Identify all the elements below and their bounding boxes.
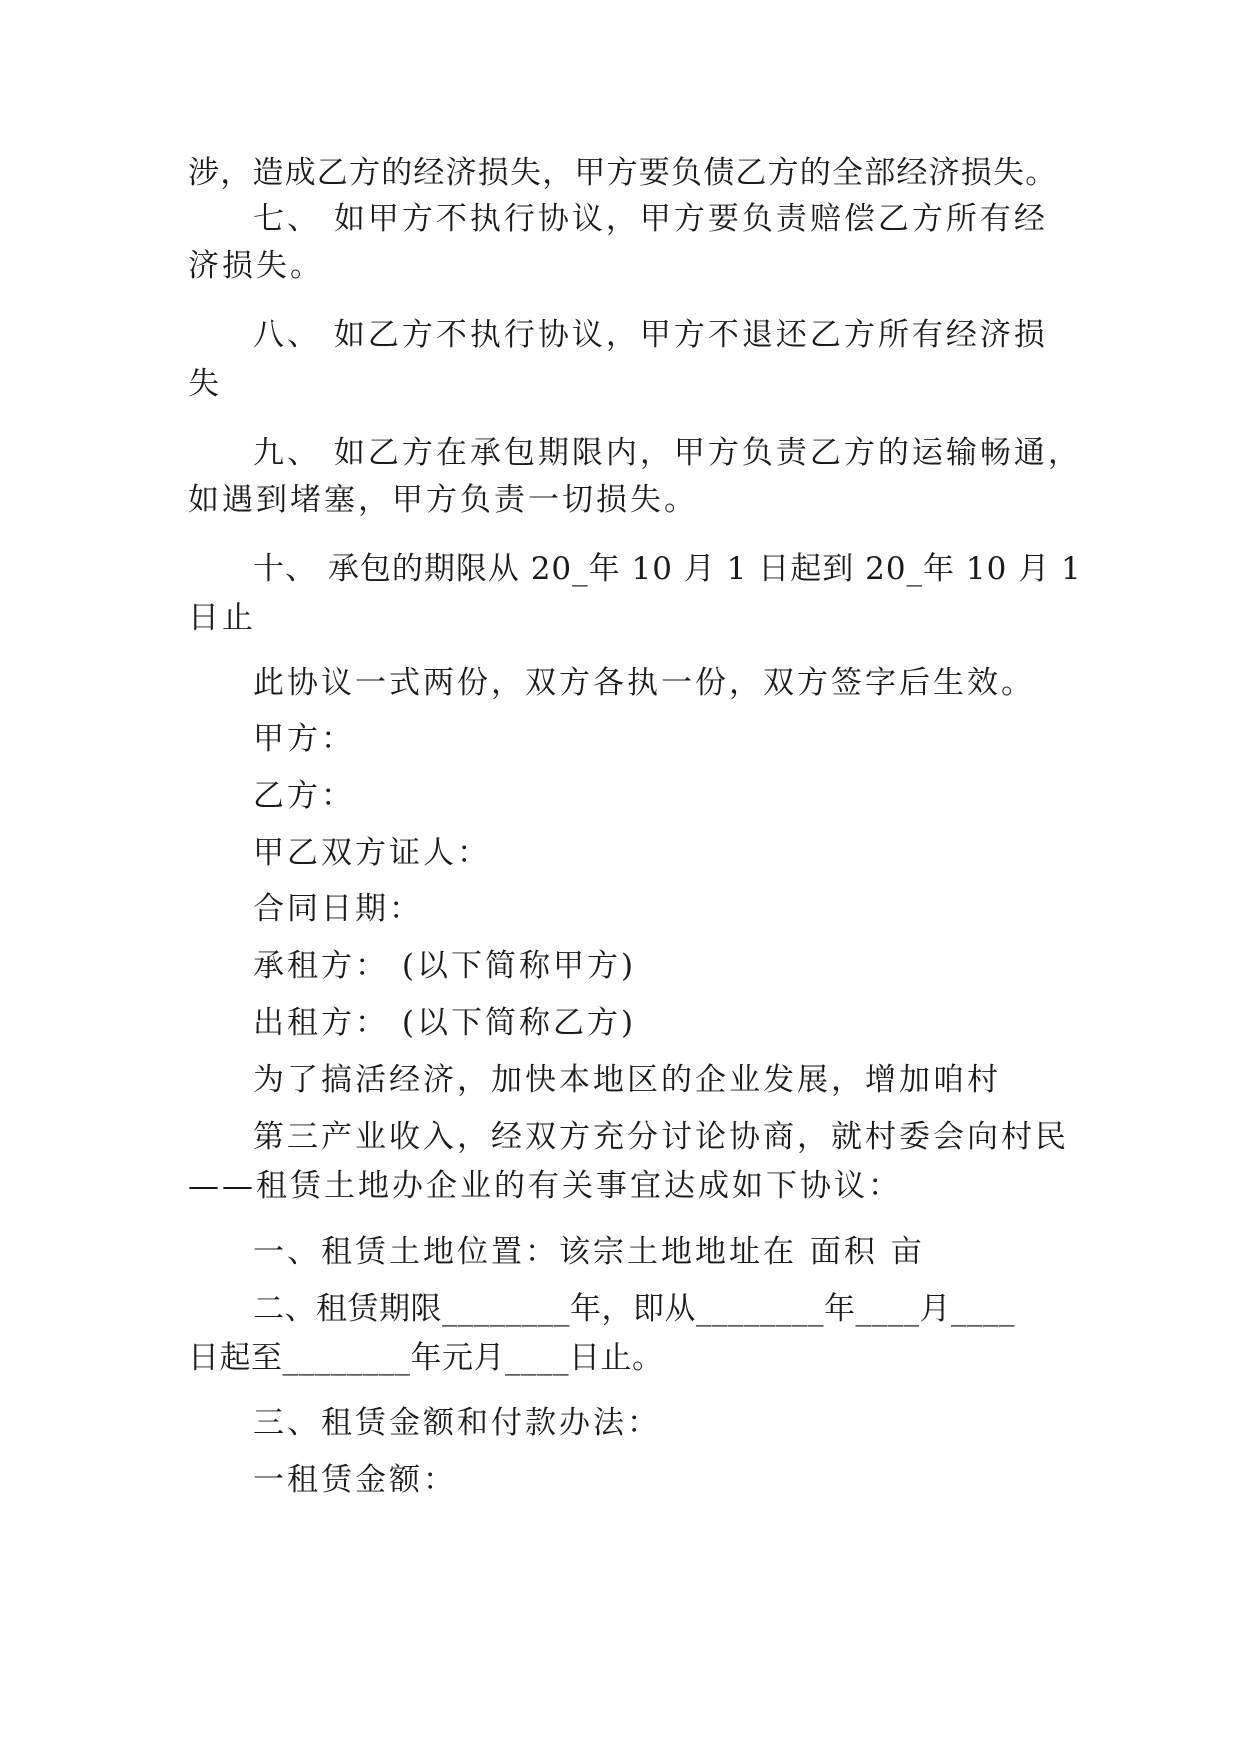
text-line: 二、租赁期限________年，即从________年____月____ [253, 1291, 1015, 1327]
text-line: 乙方： [253, 778, 355, 814]
text-line: 为了搞活经济，加快本地区的企业发展，增加咱村 [253, 1062, 1001, 1098]
text-line: 十、 承包的期限从 20_年 10 月 1 日起到 20_年 10 月 1 [253, 551, 1082, 587]
text-line: 第三产业收入，经双方充分讨论协商，就村委会向村民 [253, 1119, 1069, 1155]
text-line: 如遇到堵塞，甲方负责一切损失。 [188, 482, 698, 518]
text-line: 八、 如乙方不执行协议，甲方不退还乙方所有经济损 [253, 317, 1048, 353]
text-line: 日止 [188, 600, 256, 636]
text-line: 出租方： (以下简称乙方) [253, 1005, 637, 1041]
text-line: 甲方： [253, 721, 355, 757]
text-line: 承租方： (以下简称甲方) [253, 948, 637, 984]
text-line: 济损失。 [188, 248, 324, 284]
text-line: 甲乙双方证人： [253, 835, 491, 871]
text-line: 失 [188, 366, 222, 402]
text-line: ——租赁土地办企业的有关事宜达成如下协议： [188, 1168, 902, 1204]
text-line: 日起至________年元月____日止。 [188, 1340, 664, 1376]
text-line: 九、 如乙方在承包期限内，甲方负责乙方的运输畅通， [253, 435, 1082, 471]
text-line: 七、 如甲方不执行协议，甲方要负责赔偿乙方所有经 [253, 201, 1048, 237]
text-line: 一租赁金额： [253, 1462, 457, 1498]
text-line: 一、租赁土地位置：该宗土地地址在 面积 亩 [253, 1234, 925, 1270]
text-line: 合同日期： [253, 891, 423, 927]
text-line: 三、租赁金额和付款办法： [253, 1405, 661, 1441]
text-line: 涉，造成乙方的经济损失，甲方要负债乙方的全部经济损失。 [188, 155, 1058, 191]
text-line: 此协议一式两份，双方各执一份，双方签字后生效。 [253, 665, 1035, 701]
